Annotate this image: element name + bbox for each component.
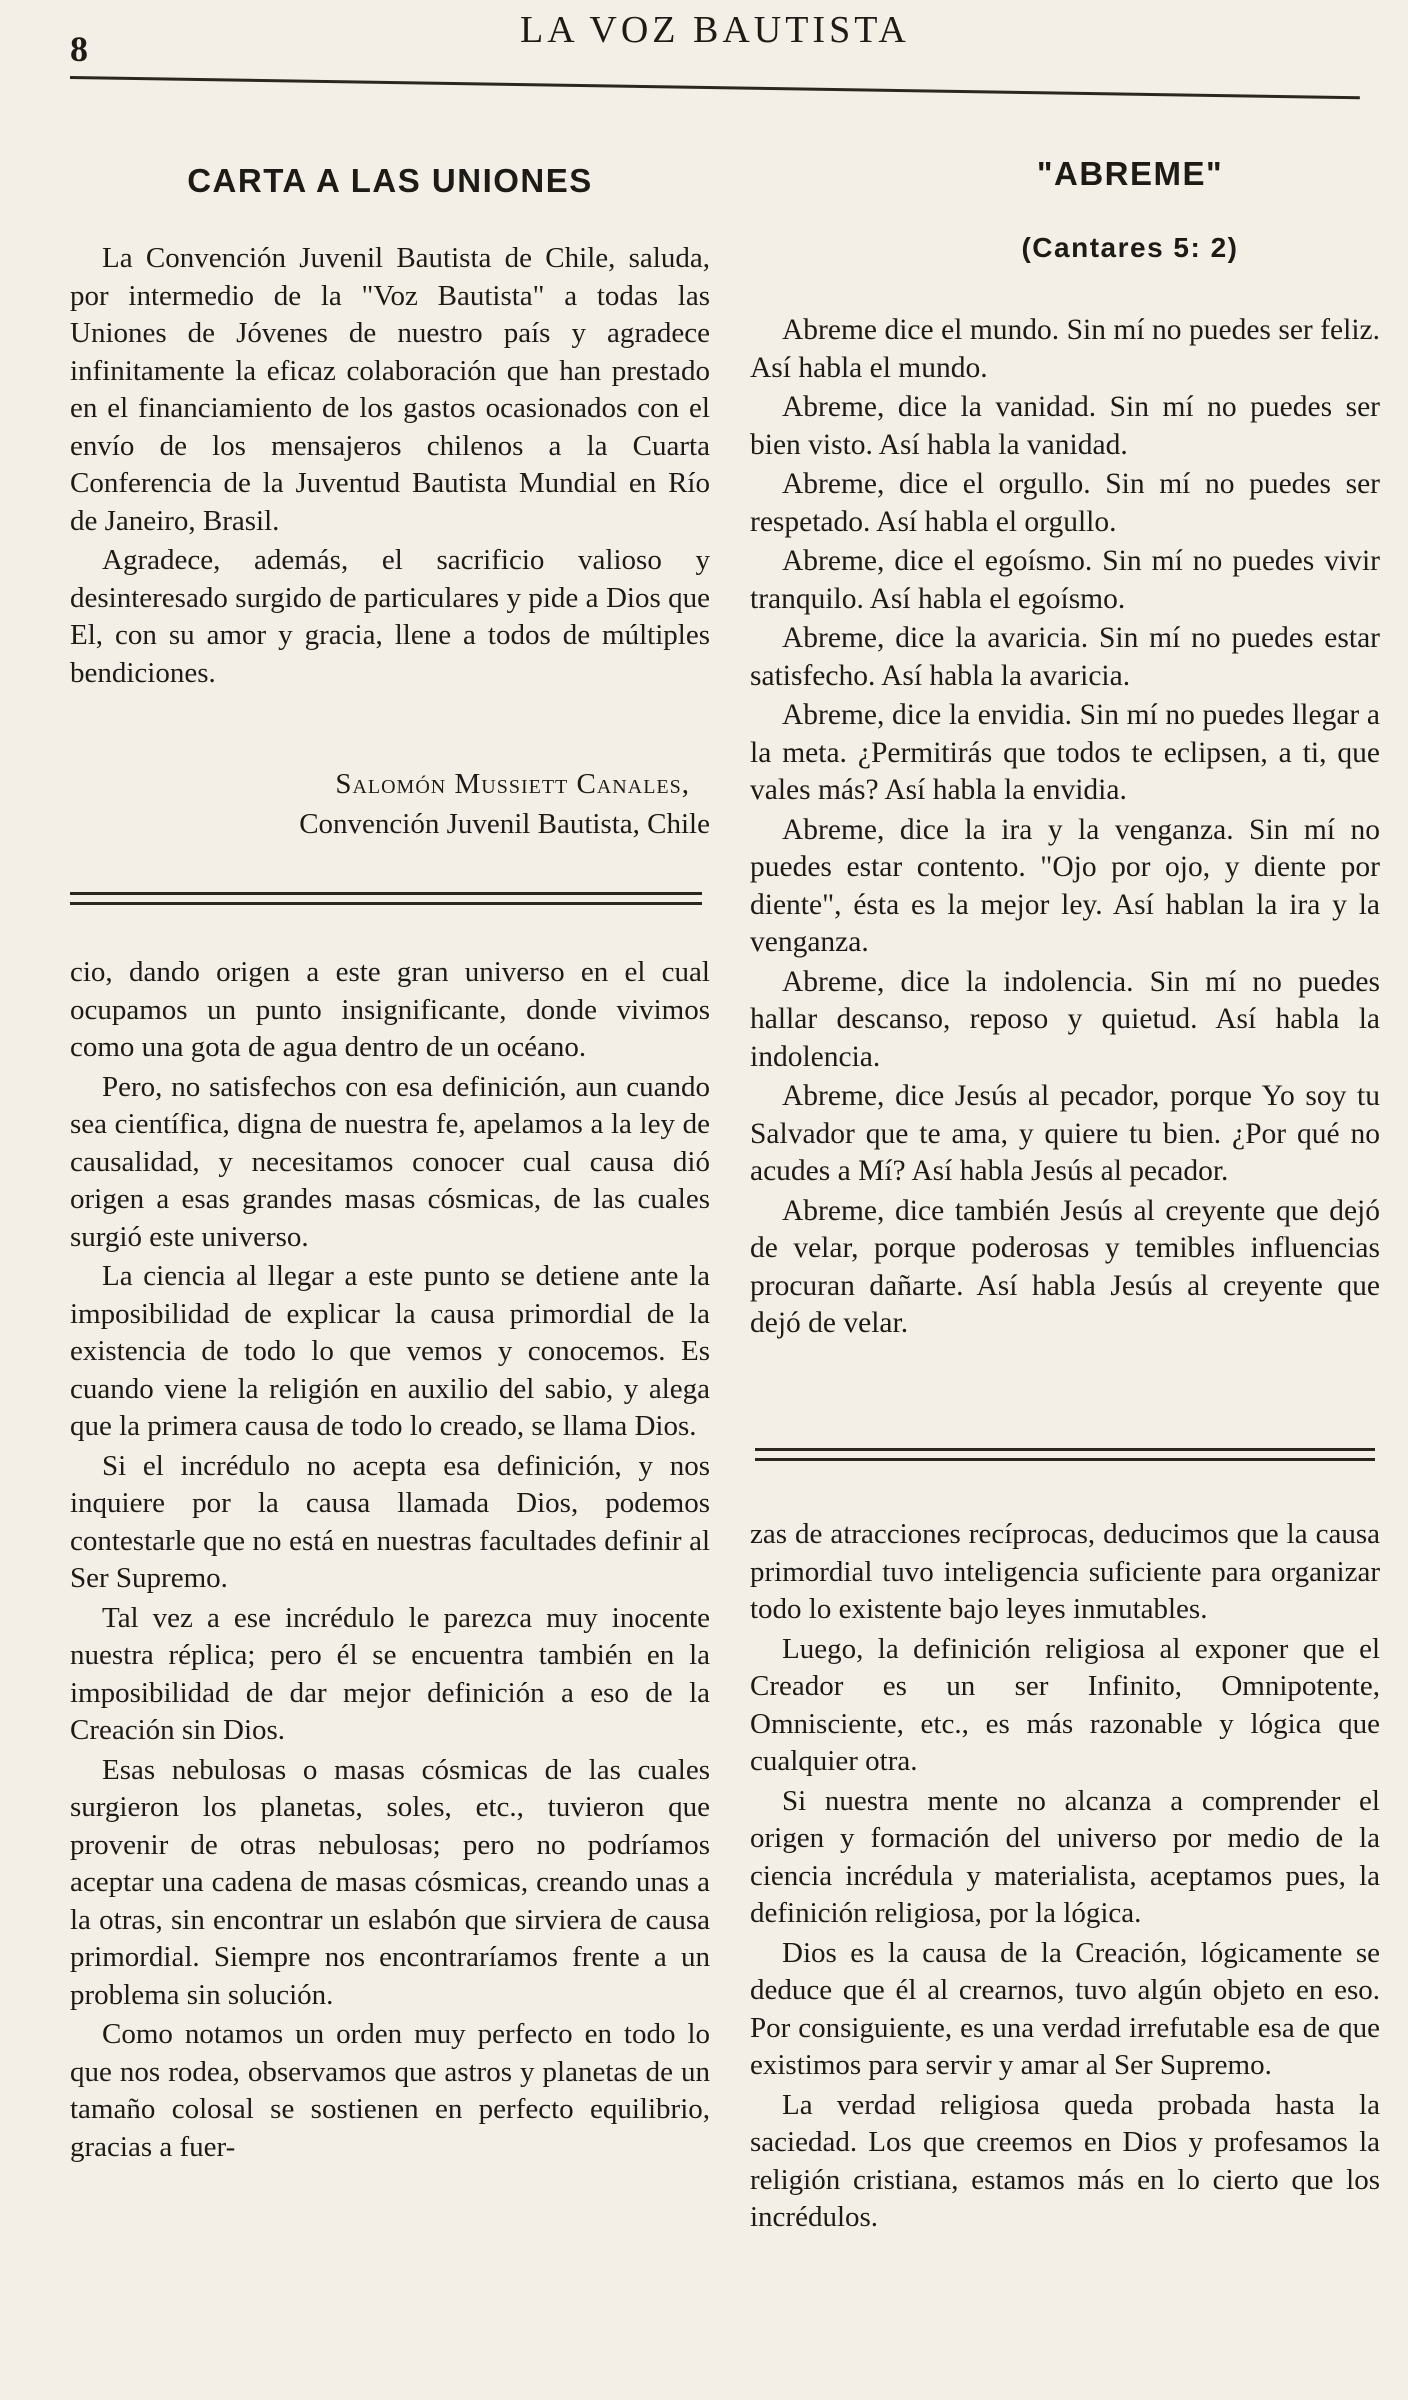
- abreme-paragraph: Abreme, dice el orgullo. Sin mí no puedes ser respetado. Así habla el orgullo.: [750, 468, 1380, 538]
- abreme-paragraph: Abreme, dice la envidia. Sin mí no puedes llegar a la meta. ¿Permitirás que todos te eclipsen, a ti, que vales más? Así habla la envidia.: [750, 699, 1380, 806]
- abreme-paragraph: Abreme, dice el egoísmo. Sin mí no puedes vivir tranquilo. Así habla el egoísmo.: [750, 545, 1380, 615]
- article-paragraph: Dios es la causa de la Creación, lógicamente se deduce que él al crearnos, tuvo algún objeto en eso. Por consiguiente, es una verdad irrefutable esa de que existimos para servir y amar al Ser Supremo.: [750, 1936, 1380, 2081]
- article-paragraph: Como notamos un orden muy perfecto en todo lo que nos rodea, observamos que astros y planetas de un tamaño colosal se sostienen en perfecto equilibrio, gracias a fuer-: [70, 2018, 710, 2163]
- section-divider: [755, 1448, 1375, 1461]
- article-paragraph: cio, dando origen a este gran universo en el cual ocupamos un punto insignificante, donde vivimos como una gota de agua dentro de un océano.: [70, 956, 710, 1063]
- running-head-title: LA VOZ BAUTISTA: [520, 9, 910, 51]
- article-column-right: [750, 1516, 1380, 2239]
- abreme-paragraph: Abreme, dice la ira y la venganza. Sin mí no puedes estar contento. "Ojo por ojo, y diente por diente", ésta es la mejor ley. Así hablan la ira y la venganza.: [750, 813, 1380, 958]
- header-rule: [70, 76, 1360, 99]
- abreme-paragraph: Abreme, dice la avaricia. Sin mí no puedes estar satisfecho. Así habla la avaricia.: [750, 622, 1380, 692]
- abreme-body: [750, 312, 1380, 1345]
- carta-title: CARTA A LAS UNIONES: [187, 162, 593, 199]
- abreme-subtitle: (Cantares 5: 2): [1021, 232, 1239, 263]
- section-divider: [70, 892, 702, 905]
- abreme-paragraph: Abreme, dice la indolencia. Sin mí no puedes hallar descanso, reposo y quietud. Así habla la indolencia.: [750, 965, 1380, 1073]
- signature-name: Salomón Mussiett Canales,: [335, 768, 690, 800]
- article-paragraph: Pero, no satisfechos con esa definición, aun cuando sea científica, digna de nuestra fe, apelamos a la ley de causalidad, y necesitamos conocer cual causa dió origen a esas grandes masas cósmicas, de las cuales surgió este universo.: [70, 1070, 710, 1253]
- carta-paragraph: Agradece, además, el sacrificio valioso y desinteresado surgido de particulares y pide a Dios que El, con su amor y gracia, llene a todos de múltiples bendiciones.: [70, 544, 710, 689]
- signature-organization: Convención Juvenil Bautista, Chile: [299, 808, 710, 840]
- article-paragraph: La ciencia al llegar a este punto se detiene ante la imposibilidad de explicar la causa primordial de la existencia de todo lo que vemos y conocemos. Es cuando viene la religión en auxilio del sabio, y alega que la primera causa de todo lo creado, se llama Dios.: [70, 1260, 710, 1442]
- page-number: 8: [70, 29, 88, 69]
- article-column-left: [70, 954, 710, 2168]
- article-paragraph: Esas nebulosas o masas cósmicas de las cuales surgieron los planetas, soles, etc., tuvieron que provenir de otras nebulosas; pero no podríamos aceptar una cadena de masas cósmicas, creando unas a la otras, sin encontrar un eslabón que sirviera de causa primordial. Siempre nos encontraríamos frente a un problema sin solución.: [70, 1753, 710, 2011]
- abreme-paragraph: Abreme, dice también Jesús al creyente que dejó de velar, porque poderosas y temibles influencias procuran dañarte. Así habla Jesús al creyente que dejó de velar.: [750, 1194, 1380, 1339]
- article-paragraph: zas de atracciones recíprocas, deducimos que la causa primordial tuvo inteligencia suficiente para organizar todo lo existente bajo leyes inmutables.: [750, 1518, 1380, 1625]
- abreme-title: "ABREME": [1036, 155, 1224, 192]
- abreme-paragraph: Abreme, dice Jesús al pecador, porque Yo soy tu Salvador que te ama, y quiere tu bien. ¿Por qué no acudes a Mí? Así habla Jesús al pecador.: [750, 1080, 1380, 1187]
- article-paragraph: Luego, la definición religiosa al exponer que el Creador es un ser Infinito, Omnipotente, Omnisciente, etc., es más razonable y lógica que cualquier otra.: [750, 1632, 1380, 1777]
- article-paragraph: Tal vez a ese incrédulo le parezca muy inocente nuestra réplica; pero él se encuentra también en la imposibilidad de dar mejor definición a eso de la Creación sin Dios.: [70, 1601, 710, 1746]
- article-paragraph: Si el incrédulo no acepta esa definición, y nos inquiere por la causa llamada Dios, podemos contestarle que no está en nuestras facultades definir al Ser Supremo.: [70, 1449, 710, 1594]
- abreme-paragraph: Abreme, dice la vanidad. Sin mí no puedes ser bien visto. Así habla la vanidad.: [750, 391, 1380, 461]
- carta-body: [70, 240, 710, 694]
- article-paragraph: Si nuestra mente no alcanza a comprender el origen y formación del universo por medio de la ciencia incrédula y materialista, aceptamos pues, la definición religiosa, por la lógica.: [750, 1784, 1380, 1929]
- abreme-paragraph: Abreme dice el mundo. Sin mí no puedes ser feliz. Así habla el mundo.: [750, 314, 1380, 384]
- carta-signature: [70, 764, 710, 844]
- article-paragraph: La verdad religiosa queda probada hasta la saciedad. Los que creemos en Dios y profesamos la religión cristiana, estamos más en lo cierto que los incrédulos.: [750, 2088, 1380, 2233]
- carta-paragraph: La Convención Juvenil Bautista de Chile, saluda, por intermedio de la "Voz Bautista" a todas las Uniones de Jóvenes de nuestro país y agradece infinitamente la eficaz colaboración que han prestado en el financiamiento de los gastos ocasionados con el envío de los mensajeros chilenos a la Cuarta Conferencia de la Juventud Bautista Mundial en Río de Janeiro, Brasil.: [70, 242, 710, 537]
